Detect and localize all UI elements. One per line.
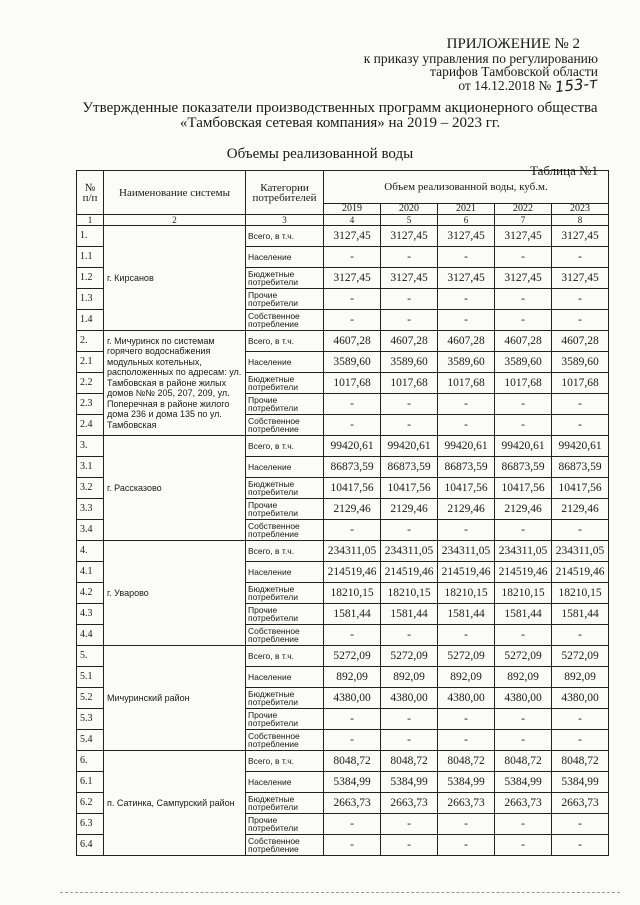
consumer-category: Собственное потребление <box>246 730 324 751</box>
volume-value: - <box>324 625 381 646</box>
header-system: Наименование системы <box>104 171 246 215</box>
volume-value: - <box>438 310 495 331</box>
volume-value: 3127,45 <box>438 226 495 247</box>
volume-value: 2663,73 <box>438 793 495 814</box>
volume-value: - <box>381 415 438 436</box>
volume-value: - <box>381 814 438 835</box>
consumer-category: Всего, в т.ч. <box>246 751 324 772</box>
consumer-category: Собственное потребление <box>246 835 324 856</box>
volume-value: 2129,46 <box>495 499 552 520</box>
volume-value: 234311,05 <box>381 541 438 562</box>
volume-value: 8048,72 <box>324 751 381 772</box>
volume-value: 5272,09 <box>438 646 495 667</box>
volume-value: 3127,45 <box>495 226 552 247</box>
consumer-category: Всего, в т.ч. <box>246 541 324 562</box>
volume-value: - <box>552 247 609 268</box>
volume-value: 99420,61 <box>495 436 552 457</box>
row-number: 2.4 <box>77 415 104 436</box>
volume-value: - <box>495 289 552 310</box>
consumer-category: Собственное потребление <box>246 520 324 541</box>
consumer-category: Собственное потребление <box>246 310 324 331</box>
volume-value: - <box>552 835 609 856</box>
volume-value: 5272,09 <box>324 646 381 667</box>
column-index: 8 <box>552 215 609 226</box>
volume-value: 18210,15 <box>381 583 438 604</box>
header-year: 2021 <box>438 204 495 215</box>
volume-value: - <box>552 709 609 730</box>
volume-value: - <box>495 394 552 415</box>
row-number: 6.3 <box>77 814 104 835</box>
row-number: 1. <box>77 226 104 247</box>
volume-value: 234311,05 <box>324 541 381 562</box>
volume-value: - <box>381 835 438 856</box>
volume-value: 18210,15 <box>552 583 609 604</box>
consumer-category: Бюджетные потребители <box>246 583 324 604</box>
volume-value: 214519,46 <box>438 562 495 583</box>
row-number: 2.1 <box>77 352 104 373</box>
consumer-category: Прочие потребители <box>246 394 324 415</box>
volume-value: 1581,44 <box>495 604 552 625</box>
column-index: 6 <box>438 215 495 226</box>
row-number: 3.2 <box>77 478 104 499</box>
volume-value: 18210,15 <box>438 583 495 604</box>
volume-value: 2129,46 <box>552 499 609 520</box>
volume-value: 3127,45 <box>324 268 381 289</box>
volume-value: - <box>324 835 381 856</box>
volume-value: 10417,56 <box>381 478 438 499</box>
appendix-date-line <box>308 73 599 96</box>
consumer-category: Прочие потребители <box>246 814 324 835</box>
consumer-category: Прочие потребители <box>246 289 324 310</box>
volume-value: 214519,46 <box>495 562 552 583</box>
volume-value: 3127,45 <box>495 268 552 289</box>
volume-value: 5272,09 <box>552 646 609 667</box>
volume-value: 892,09 <box>552 667 609 688</box>
row-number: 1.1 <box>77 247 104 268</box>
volume-value: 2663,73 <box>495 793 552 814</box>
volume-value: 234311,05 <box>552 541 609 562</box>
row-number: 4.1 <box>77 562 104 583</box>
consumer-category: Всего, в т.ч. <box>246 646 324 667</box>
volume-value: 99420,61 <box>381 436 438 457</box>
volume-value: 5384,99 <box>324 772 381 793</box>
volume-value: 234311,05 <box>495 541 552 562</box>
volume-value: - <box>552 625 609 646</box>
document-title <box>60 101 620 131</box>
volume-value: - <box>381 247 438 268</box>
volume-value: 5384,99 <box>381 772 438 793</box>
volume-value: 4607,28 <box>438 331 495 352</box>
volume-value: 4607,28 <box>381 331 438 352</box>
row-number: 5.3 <box>77 709 104 730</box>
table-body <box>77 226 609 856</box>
volume-value: - <box>324 289 381 310</box>
volume-value: 1017,68 <box>381 373 438 394</box>
system-name: г. Кирсанов <box>104 226 246 331</box>
row-number: 4.2 <box>77 583 104 604</box>
volume-value: - <box>324 520 381 541</box>
handwritten-order-number: 153-т <box>554 73 599 96</box>
volume-value: - <box>381 730 438 751</box>
volume-value: - <box>552 814 609 835</box>
volume-value: - <box>495 310 552 331</box>
row-number: 5.1 <box>77 667 104 688</box>
volume-value: - <box>324 814 381 835</box>
volume-value: - <box>438 394 495 415</box>
table-row <box>77 541 609 562</box>
volume-value: 8048,72 <box>552 751 609 772</box>
volume-value: - <box>552 394 609 415</box>
row-number: 6.2 <box>77 793 104 814</box>
volume-value: - <box>495 625 552 646</box>
table-row <box>77 751 609 772</box>
volume-value: 86873,59 <box>495 457 552 478</box>
volume-value: - <box>552 310 609 331</box>
volume-value: 99420,61 <box>438 436 495 457</box>
volume-value: 4380,00 <box>552 688 609 709</box>
header-year: 2019 <box>324 204 381 215</box>
volume-value: 3589,60 <box>438 352 495 373</box>
volume-value: 10417,56 <box>324 478 381 499</box>
consumer-category: Собственное потребление <box>246 415 324 436</box>
volume-value: 5272,09 <box>381 646 438 667</box>
volume-value: 2129,46 <box>324 499 381 520</box>
row-number: 3.4 <box>77 520 104 541</box>
consumer-category: Население <box>246 562 324 583</box>
volume-value: 3127,45 <box>381 226 438 247</box>
volume-value: 4380,00 <box>324 688 381 709</box>
row-number: 6. <box>77 751 104 772</box>
row-number: 4.4 <box>77 625 104 646</box>
consumer-category: Население <box>246 352 324 373</box>
volume-value: - <box>495 415 552 436</box>
row-number: 6.1 <box>77 772 104 793</box>
consumer-category: Население <box>246 247 324 268</box>
volume-value: - <box>381 520 438 541</box>
appendix-header <box>308 36 599 96</box>
volume-value: 3589,60 <box>324 352 381 373</box>
volume-value: 4380,00 <box>381 688 438 709</box>
volume-value: 3127,45 <box>324 226 381 247</box>
row-number: 5.4 <box>77 730 104 751</box>
volume-value: 5384,99 <box>552 772 609 793</box>
consumer-category: Бюджетные потребители <box>246 793 324 814</box>
volume-value: - <box>324 394 381 415</box>
volume-value: 10417,56 <box>495 478 552 499</box>
system-name: г. Рассказово <box>104 436 246 541</box>
system-name: г. Уварово <box>104 541 246 646</box>
consumer-category: Бюджетные потребители <box>246 688 324 709</box>
row-number: 2.2 <box>77 373 104 394</box>
volume-value: - <box>324 247 381 268</box>
table-row <box>77 331 609 352</box>
row-number: 3. <box>77 436 104 457</box>
volume-value: - <box>438 709 495 730</box>
volume-value: 892,09 <box>324 667 381 688</box>
volume-value: 1017,68 <box>552 373 609 394</box>
volume-value: 10417,56 <box>438 478 495 499</box>
volume-value: 214519,46 <box>381 562 438 583</box>
appendix-title: ПРИЛОЖЕНИЕ № 2 <box>446 36 580 52</box>
header-year: 2023 <box>552 204 609 215</box>
table-row <box>77 436 609 457</box>
water-volumes-table <box>76 170 609 856</box>
volume-value: 1581,44 <box>552 604 609 625</box>
volume-value: - <box>438 814 495 835</box>
title-line-1: Утвержденные показатели производственных программ акционерного общества <box>82 100 598 116</box>
volume-value: - <box>552 289 609 310</box>
volume-value: 18210,15 <box>495 583 552 604</box>
consumer-category: Собственное потребление <box>246 625 324 646</box>
consumer-category: Всего, в т.ч. <box>246 226 324 247</box>
volume-value: 3127,45 <box>438 268 495 289</box>
volume-value: 5384,99 <box>438 772 495 793</box>
volume-value: - <box>324 730 381 751</box>
volume-value: - <box>438 247 495 268</box>
row-number: 1.4 <box>77 310 104 331</box>
consumer-category: Бюджетные потребители <box>246 268 324 289</box>
header-year: 2022 <box>495 204 552 215</box>
volume-value: - <box>381 625 438 646</box>
row-number: 1.3 <box>77 289 104 310</box>
appendix-date: от 14.12.2018 № <box>458 77 552 93</box>
volume-value: - <box>381 709 438 730</box>
row-number: 4. <box>77 541 104 562</box>
appendix-authority-line: тарифов Тамбовской области <box>430 64 598 79</box>
volume-value: 86873,59 <box>324 457 381 478</box>
volume-value: - <box>438 415 495 436</box>
volume-value: 4380,00 <box>438 688 495 709</box>
volume-value: 3589,60 <box>495 352 552 373</box>
volume-value: 8048,72 <box>381 751 438 772</box>
header-year: 2020 <box>381 204 438 215</box>
volume-value: - <box>438 625 495 646</box>
volume-value: 99420,61 <box>552 436 609 457</box>
volume-value: 1581,44 <box>438 604 495 625</box>
volume-value: 892,09 <box>381 667 438 688</box>
volume-value: 86873,59 <box>552 457 609 478</box>
row-number: 3.1 <box>77 457 104 478</box>
system-name: Мичуринский район <box>104 646 246 751</box>
volume-value: 214519,46 <box>552 562 609 583</box>
volume-value: - <box>381 310 438 331</box>
volume-value: 4607,28 <box>495 331 552 352</box>
volume-value: 5272,09 <box>495 646 552 667</box>
volume-value: 2663,73 <box>381 793 438 814</box>
volume-value: - <box>552 730 609 751</box>
consumer-category: Население <box>246 667 324 688</box>
column-index: 7 <box>495 215 552 226</box>
volume-value: - <box>438 730 495 751</box>
volume-value: 3589,60 <box>552 352 609 373</box>
volume-value: 892,09 <box>495 667 552 688</box>
row-number: 3.3 <box>77 499 104 520</box>
volume-value: 214519,46 <box>324 562 381 583</box>
volume-value: - <box>495 247 552 268</box>
volume-value: - <box>381 289 438 310</box>
volume-value: 18210,15 <box>324 583 381 604</box>
consumer-category: Всего, в т.ч. <box>246 436 324 457</box>
column-index: 5 <box>381 215 438 226</box>
table-row <box>77 646 609 667</box>
column-index: 3 <box>246 215 324 226</box>
volume-value: 892,09 <box>438 667 495 688</box>
volume-value: 5384,99 <box>495 772 552 793</box>
volume-value: - <box>495 709 552 730</box>
column-index: 2 <box>104 215 246 226</box>
volume-value: 3127,45 <box>552 268 609 289</box>
volume-value: 2129,46 <box>438 499 495 520</box>
volume-value: 4380,00 <box>495 688 552 709</box>
system-name: г. Мичуринск по системам горячего водоснабжения модульных котельных, расположенных по адресам: ул. Тамбовская в районе жилых домов №№ 205, 207, 209, ул. Поперечная в районе жилого дома 236 и дома 135 по ул. Тамбовская <box>104 331 246 436</box>
volume-value: - <box>438 289 495 310</box>
row-number: 2. <box>77 331 104 352</box>
volume-value: 1581,44 <box>381 604 438 625</box>
volume-value: - <box>438 835 495 856</box>
table-row <box>77 226 609 247</box>
consumer-category: Всего, в т.ч. <box>246 331 324 352</box>
consumer-category: Прочие потребители <box>246 709 324 730</box>
volume-value: 1017,68 <box>438 373 495 394</box>
row-number: 6.4 <box>77 835 104 856</box>
row-number: 5.2 <box>77 688 104 709</box>
system-name: п. Сатинка, Сампурский район <box>104 751 246 856</box>
volume-value: 1017,68 <box>495 373 552 394</box>
row-number: 4.3 <box>77 604 104 625</box>
column-index: 1 <box>77 215 104 226</box>
volume-value: 2663,73 <box>324 793 381 814</box>
volume-value: 3127,45 <box>381 268 438 289</box>
volume-value: - <box>324 709 381 730</box>
volume-value: 1017,68 <box>324 373 381 394</box>
volume-value: 4607,28 <box>552 331 609 352</box>
volume-value: - <box>552 520 609 541</box>
volume-value: 10417,56 <box>552 478 609 499</box>
volume-value: - <box>381 394 438 415</box>
volume-value: 3127,45 <box>552 226 609 247</box>
volume-value: - <box>324 310 381 331</box>
volume-value: - <box>324 415 381 436</box>
table-label: Таблица №1 <box>529 163 598 178</box>
volume-value: 8048,72 <box>495 751 552 772</box>
page-bottom-edge <box>60 892 620 896</box>
table-subtitle: Объемы реализованной воды <box>226 146 414 162</box>
volume-value: 1581,44 <box>324 604 381 625</box>
header-category: Категории потребителей <box>246 171 324 215</box>
row-number: 5. <box>77 646 104 667</box>
volume-value: - <box>495 835 552 856</box>
volume-value: - <box>438 520 495 541</box>
volume-value: 2663,73 <box>552 793 609 814</box>
consumer-category: Население <box>246 772 324 793</box>
volume-value: - <box>552 415 609 436</box>
appendix-order-line: к приказу управления по регулированию <box>363 50 598 66</box>
volume-value: 99420,61 <box>324 436 381 457</box>
header-num: № п/п <box>77 171 104 215</box>
volume-value: 3589,60 <box>381 352 438 373</box>
title-line-2: «Тамбовская сетевая компания» на 2019 – 2023 гг. <box>179 115 501 131</box>
row-number: 2.3 <box>77 394 104 415</box>
consumer-category: Бюджетные потребители <box>246 373 324 394</box>
volume-value: - <box>495 520 552 541</box>
row-number: 1.2 <box>77 268 104 289</box>
volume-value: - <box>495 730 552 751</box>
volume-value: 234311,05 <box>438 541 495 562</box>
volume-value: 4607,28 <box>324 331 381 352</box>
consumer-category: Прочие потребители <box>246 499 324 520</box>
volume-value: - <box>495 814 552 835</box>
consumer-category: Прочие потребители <box>246 604 324 625</box>
column-index-row <box>77 215 609 226</box>
volume-value: 2129,46 <box>381 499 438 520</box>
column-index: 4 <box>324 215 381 226</box>
volume-value: 86873,59 <box>438 457 495 478</box>
header-volume: Объем реализованной воды, куб.м. <box>324 171 609 204</box>
consumer-category: Бюджетные потребители <box>246 478 324 499</box>
volume-value: 86873,59 <box>381 457 438 478</box>
consumer-category: Население <box>246 457 324 478</box>
volume-value: 8048,72 <box>438 751 495 772</box>
